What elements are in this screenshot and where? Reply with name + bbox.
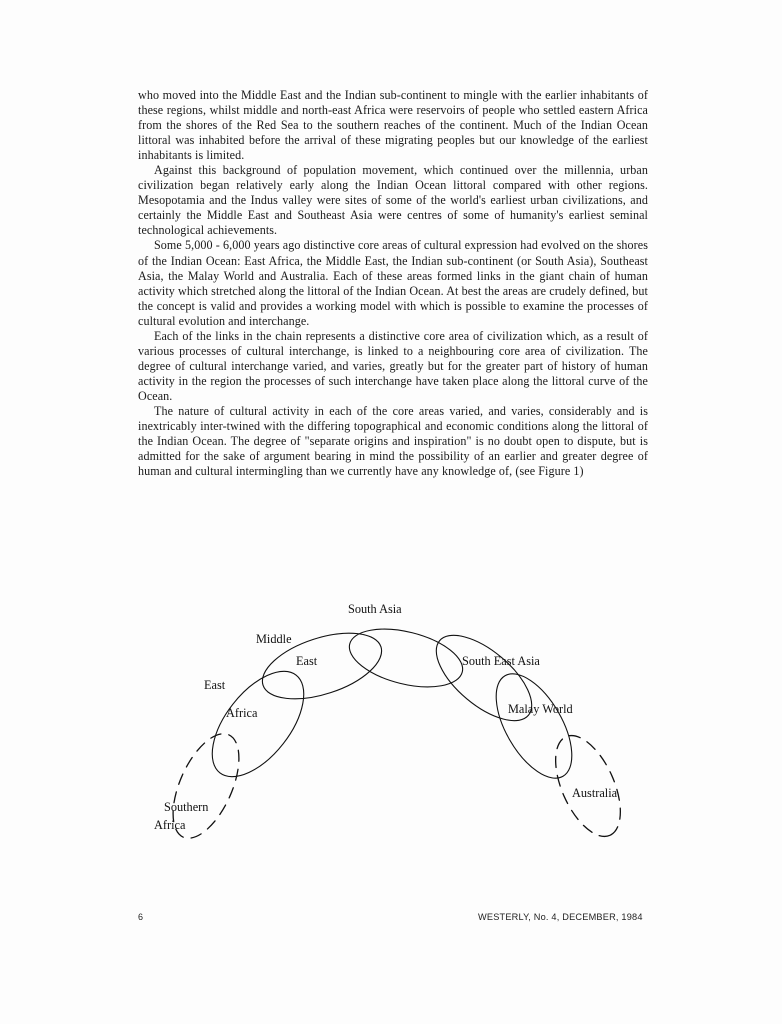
page-footer	[0, 912, 782, 932]
paragraph-2: Against this background of population movement, which continued over the millennia, urban civilization began relatively early along the Indian Ocean littoral compared with other regions. Mesopotamia and the Indus valley were sites of some of the world's earliest urban civilizations, and certainly the Middle East and Southeast Asia were centres of some of humanity's earliest seminal technological achievements.	[138, 163, 648, 238]
chain-diagram-graphic	[110, 596, 680, 861]
journal-citation: WESTERLY, No. 4, DECEMBER, 1984	[478, 912, 643, 922]
page-number: 6	[138, 912, 144, 922]
paragraph-5: The nature of cultural activity in each of the core areas varied, and varies, considerably and is inextricably inter-twined with the differing topographical and economic conditions along the littoral of the Indian Ocean. The degree of "separate origins and inspiration" is no doubt open to dispute, but is admitted for the sake of argument bearing in mind the possibility of an earlier and greater degree of human and cultural intermingling than we currently have any knowledge of, (see Figure 1)	[138, 403, 648, 479]
figure-label-africa: Africa	[226, 706, 258, 720]
paragraph-3: Some 5,000 - 6,000 years ago distinctive core areas of cultural expression had evolved on the shores of the Indian Ocean: East Africa, the Middle East, the Indian sub-continent (or South Asia), Southeast Asia, the Malay World and Australia. Each of these areas formed links in the giant chain of human activity which stretched along the littoral of the Indian Ocean. At best the areas are crudely defined, but the concept is valid and provides a working model with which is possible to examine the processes of cultural evolution and interchange.	[138, 238, 648, 328]
figure-label-malay-world: Malay World	[508, 702, 573, 716]
ellipse-south-asia	[343, 619, 468, 698]
paragraph-1: who moved into the Middle East and the Indian sub-continent to mingle with the earlier inhabitants of these regions, whilst middle and north-east Africa were reservoirs of people who settled eastern Africa from the shores of the Red Sea to the southern reaches of the continent. Much of the Indian Ocean littoral was inhabited before the arrival of these migrating peoples but our knowledge of the earliest inhabitants is limited.	[138, 88, 648, 163]
text-column	[138, 88, 648, 479]
ellipse-east-africa	[195, 655, 322, 792]
figure-label-east-of-middle: East	[296, 654, 318, 668]
figure-label-east: East	[204, 678, 226, 692]
figure-label-southern-africa: Africa	[154, 818, 186, 832]
body-text	[138, 88, 648, 479]
figure-label-australia: Australia	[572, 786, 618, 800]
figure-label-south-asia: South Asia	[348, 602, 402, 616]
figure-label-south-east-asia: South East Asia	[462, 654, 540, 668]
ellipse-malay-world	[481, 662, 587, 790]
figure-label-southern: Southern	[164, 800, 209, 814]
figure-1-chain-diagram	[110, 596, 680, 861]
figure-label-middle: Middle	[256, 632, 292, 646]
paragraph-4: Each of the links in the chain represents a distinctive core area of civilization which, as a result of various processes of cultural interchange, is linked to a neighbouring core area of civilization. The degree of cultural interchange varied, and varies, greatly but for the greater part of history of human activity in the region the processes of such interchange have taken place along the littoral curve of the Ocean.	[138, 328, 648, 403]
